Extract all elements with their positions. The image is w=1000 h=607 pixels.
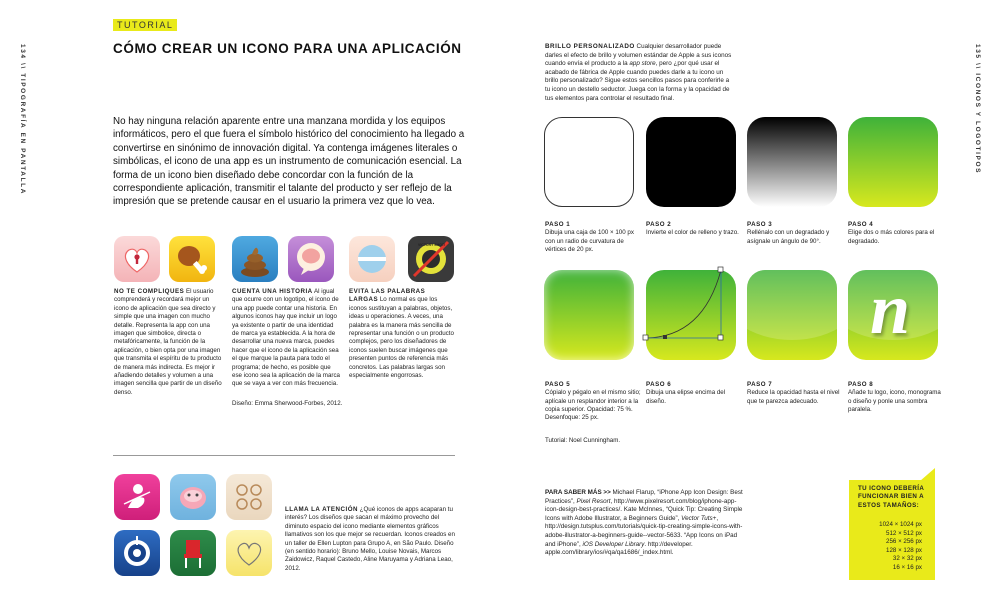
right-running-head: 135 \\ ICONOS Y LOGOTIPOS	[974, 44, 981, 175]
step4-caption: PASO 4 Elige dos o más colores para el degradado.	[848, 221, 935, 245]
step6-box	[646, 270, 736, 360]
step2-box	[646, 117, 736, 207]
tutorial-credit: Tutorial: Noel Cunningham.	[545, 437, 621, 444]
chair-icon	[170, 530, 216, 576]
step2-caption: PASO 2 Invierte el color de relleno y trazo.	[646, 221, 739, 237]
step3-box	[747, 117, 837, 207]
step8-box	[848, 270, 938, 360]
sizes-list	[858, 521, 922, 573]
callout-title: TU ICONO DEBERÍA FUNCIONAR BIEN A ESTOS TAMAÑOS:	[858, 485, 924, 509]
cupid-icon	[114, 474, 160, 520]
pill-icon	[349, 236, 395, 282]
drumstick-icon	[169, 236, 215, 282]
step3-caption: PASO 3 Rellénalo con un degradado y asígnale un ángulo de 90°.	[747, 221, 830, 245]
step5-box	[544, 270, 634, 360]
attention-caption: LLAMA LA ATENCIÓN ¿Qué iconos de apps acaparan tu interés? Los diseños que sacan el máximo provecho del diminuto espacio del icono mediante elementos gráficos llamativos son los que mejor se recuerdan. Iconos creados en un taller de Ellen Lupton para Grupo A, en São Paulo. Diseño (en sentido horario): Bruno Mello, Louise Novais, Marcos Zaidowicz, Raquel Castedo, Aline Maruyama y Adriana Leao, 2012.	[285, 506, 455, 572]
heart-scribble-icon	[226, 530, 272, 576]
size-item: 512 × 512 px	[886, 529, 922, 537]
step5-caption: PASO 5 Cópialo y pégalo en el mismo sitio; aplícale un resplandor interior a la copia superior. Opacidad: 75 %. Desenfoque: 25 px.	[545, 381, 641, 422]
eye-icon	[114, 530, 160, 576]
icon-badge-text: VICTORY SHOT!	[418, 243, 446, 247]
design-credit: Diseño: Emma Sherwood-Forbes, 2012.	[232, 400, 343, 407]
face-icon	[170, 474, 216, 520]
step6-caption: PASO 6 Dibuja una elipse encima del diseño.	[646, 381, 726, 405]
step7-caption: PASO 7 Reduce la opacidad hasta el nivel que te parezca adecuado.	[747, 381, 840, 405]
victory-shot-icon	[408, 236, 454, 282]
pattern-icon	[226, 474, 272, 520]
section-tag: TUTORIAL	[113, 19, 177, 31]
size-item: 256 × 256 px	[886, 538, 922, 546]
size-item: 16 × 16 px	[892, 563, 922, 571]
step7-box	[747, 270, 837, 360]
brillo-paragraph: BRILLO PERSONALIZADO Cualquier desarrollador puede darles el efecto de brillo y volumen estándar de Apple a sus iconos cuando envía el producto a la app store, pero ¿por qué usar el acabado de fábrica de Apple cuando puedes darle a tu icono un brillo personalizado? Sigue estos sencillos pasos para conferirle a tu icono un destello seductor. Juega con la forma y la opacidad de tus elementos para controlar el resultado final.	[545, 43, 732, 102]
brain-bubble-icon	[288, 236, 334, 282]
step8-caption: PASO 8 Añade tu logo, icono, monograma o diseño y ponle una sombra paralela.	[848, 381, 941, 413]
size-item: 128 × 128 px	[886, 546, 922, 554]
left-running-head: 134 \\ TIPOGRAFÍA EN PANTALLA	[19, 44, 26, 196]
tip-simple: NO TE COMPLIQUES El usuario comprenderá y recordará mejor un icono de aplicación que sea directo y simple que una imagen con mucho detalle. Representa la app con una imagen que simbolice, directa o metafóricamente, la función de la aplicación, o bien opta por una imagen que transmita el espíritu de tu producto de manera más indirecta. Es mejor ir añadiendo detalles y volumen a una imagen sencilla que partir de un diseño denso.	[114, 288, 222, 396]
divider	[113, 455, 455, 456]
step1-caption: PASO 1 Dibuja una caja de 100 × 100 px con un radio de curvatura de vértices de 20 px.	[545, 221, 634, 253]
step8-monogram: n	[870, 270, 911, 349]
further-reading: PARA SABER MÁS >> Michael Flarup, “iPhone App Icon Design: Best Practices”, Pixel Resort, http://www.pixelresort.com/blog/iphone-app-icon-design-best-practices/. Kate McInnes, “Quick Tip: Creating Simple Icons with Adobe Illustrator, a Beginners Guide”, Vector Tuts+, http://design.tutsplus.com/tutorials/quick-tip-creating-simple-icons-with-adobe-illustrator-a-beginners-guide--vector-5633. “App Icons on iPad and iPhone”, iOS Developer Library. http://developer. apple.com/library/ios/#qa/qa1686/_index.html.	[545, 489, 743, 557]
intro-paragraph: No hay ninguna relación aparente entre una manzana mordida y los equipos informáticos, pero el que fuera el símbolo histórico del conocimiento ha llegado a convertirse en sinónimo de innovación digital. Ya contenga imágenes literales o simbólicas, el icono de una app es un instrumento de comunicación esencial. La forma de un icono bien diseñado debe concordar con la función de la correspondiente aplicación, transmitir el talante del producto y ser reflejo de la impresión que se pretende causar en el usuario la primera vez que lo vea.	[113, 116, 465, 208]
poop-icon	[232, 236, 278, 282]
step1-box	[544, 117, 634, 207]
tip-story: CUENTA UNA HISTORIA Al igual que ocurre con un logotipo, el icono de una app puede contar una historia. En algunos iconos hay que incluir un logo ya existente o partir de una identidad de marca ya establecida. A la hora de desarrollar una nueva marca, puedes hacer que el icono de la aplicación sea el que marque la pauta para todo el programa; de hecho, es posible que ese icono sea la aplicación de la marca que se vaya a ver con más frecuencia.	[232, 288, 341, 388]
page-title: CÓMO CREAR UN ICONO PARA UNA APLICACIÓN	[113, 41, 462, 56]
size-item: 1024 × 1024 px	[879, 521, 922, 528]
step4-box	[848, 117, 938, 207]
tip-long-words: EVITA LAS PALABRAS LARGAS Lo normal es que los iconos sustituyan a palabras, objetos, ideas u operaciones. A veces, una palabra es la manera más sencilla de representar una función o un producto complejos, pero los diseñadores de iconos suelen buscar imágenes que presenten puntos de referencia más concretos. Las palabras largas son especialmente engorrosas.	[349, 288, 454, 380]
size-item: 32 × 32 px	[892, 555, 922, 563]
keyhole-heart-icon	[114, 236, 160, 282]
